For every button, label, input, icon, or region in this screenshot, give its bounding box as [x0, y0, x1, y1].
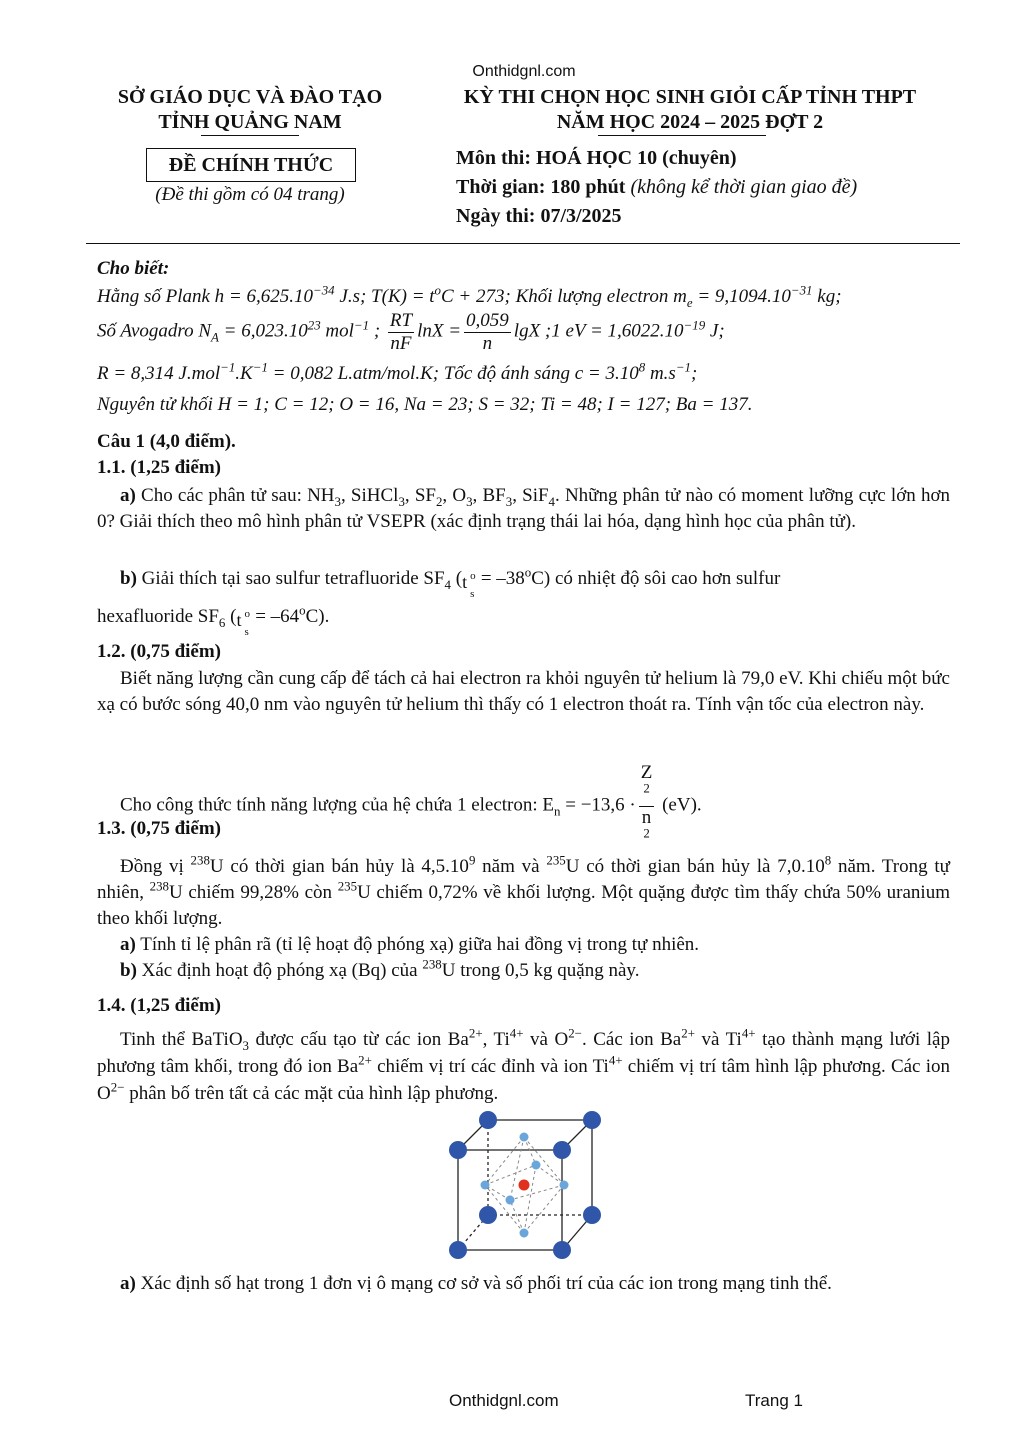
given-line-4: Nguyên tử khối H = 1; C = 12; O = 16, Na = 23; S = 32; Ti = 48; I = 127; Ba = 137. [97, 394, 753, 415]
section-1-3-title: 1.3. (0,75 điểm) [97, 818, 222, 839]
page-number: Trang 1 [745, 1391, 803, 1410]
pages-note: (Đề thi gồm có 04 trang) [155, 184, 345, 205]
ba-ion [583, 1206, 601, 1224]
o-ion [520, 1229, 529, 1238]
section-1-3-a: a) Tính tỉ lệ phân rã (tỉ lệ hoạt độ phóng xạ) giữa hai đồng vị trong tự nhiên. [120, 934, 700, 955]
section-1-1-b-line2: hexafluoride $SF_6$ ( t o s = $-64^oC$). [97, 602, 330, 638]
section-1-2-title: 1.2. (0,75 điểm) [97, 641, 222, 662]
section-1-4-text: Tinh thể BaTiO$_3$ được cấu tạo từ các ion $Ba^{2+}$, $Ti^{4+}$ và $O^{2-}$. Các ion $Ba^{2+}$ và $Ti^{4+}$ tạo thành mạng lưới lập phương tâm khối, trong đó ion $Ba^{2+}$ chiếm vị trí các đỉnh và ion $Ti^{4+}$ chiếm vị trí tâm hình lập phương. Các ion $O^{2-}$ phân bố trên tất cả các mặt của hình lập phương. [97, 1025, 950, 1104]
exam-title: KỲ THI CHỌN HỌC SINH GIỎI CẤP TỈNH THPT [463, 86, 917, 108]
boiling-temp-symbol-2: t o s [236, 607, 250, 638]
given-line-3: R = 8,314 $J.mol^{-1}.K^{-1} = 0,082$ L.atm/mol.K; Tốc độ ánh sáng $c = 3.10^8$ $m.s^{-1}$; [97, 359, 698, 384]
section-1-3-text: Đồng vị $^{238}$U có thời gian bán hủy là 4,5.10$^9$ năm và $^{235}$U có thời gian bán hủy là 7,0.10$^8$ năm. Trong tự nhiên, $^{238}$U chiếm 99,28% còn $^{235}$U chiếm 0,72% về khối lượng. Một quặng được tìm thấy chứa 50% uranium theo khối lượng. [97, 852, 950, 929]
footer-website: Onthidgnl.com [449, 1391, 559, 1410]
header-underline-right [598, 135, 766, 136]
ba-ion [553, 1241, 571, 1259]
o-ion [532, 1161, 541, 1170]
section-1-4-a: a) Xác định số hạt trong 1 đơn vị ô mạng cơ sở và số phối trí của các ion trong mạng tinh thể. [120, 1273, 832, 1294]
ba-ion [449, 1241, 467, 1259]
given-title: Cho biết: [97, 258, 170, 279]
section-1-2-text: Biết năng lượng cần cung cấp để tách cả hai electron ra khỏi nguyên tử helium là 79,0 eV. Khi chiếu một bức xạ có bước sóng 40,0 nm vào nguyên tử helium thì thấy có 1 electron thoát ra. Tính vận tốc của electron này. [97, 668, 950, 715]
ti-ion [519, 1180, 530, 1191]
subject: Môn thi: HOÁ HỌC 10 (chuyên) [456, 147, 737, 169]
o-ion [506, 1196, 515, 1205]
school-year: NĂM HỌC 2024 – 2025 ĐỢT 2 [556, 111, 824, 133]
o-ion [481, 1181, 490, 1190]
exam-time: Thời gian: 180 phút (không kể thời gian giao đề) [456, 176, 858, 198]
batio3-unit-cell-figure [440, 1105, 610, 1265]
o-ion [520, 1133, 529, 1142]
boiling-temp-symbol: t o s [462, 569, 476, 600]
section-1-2-formula: Cho công thức tính năng lượng của hệ chứa 1 electron: $E_n = -13,6$ · Z $^2$ n $^2$ (eV). [120, 762, 702, 850]
exam-date: Ngày thi: 07/3/2025 [456, 205, 622, 227]
section-1-4-title: 1.4. (1,25 điểm) [97, 995, 222, 1016]
ba-ion [479, 1111, 497, 1129]
given-line-2: Số Avogadro $N_A = 6,023.10^{23}$ mol$^{-1}$ ; $\frac{RT}{nF}$ lnX = $\frac{0,059}{n}$ lgX ;1 eV = $1,6022.10^{-19}$ J; [97, 310, 725, 354]
header-underline-left [201, 135, 299, 136]
fraction-z2-n2: Z $^2$ n $^2$ [640, 762, 653, 841]
fraction-0059-n: $\frac{0,059}{n}$ [466, 310, 509, 354]
section-1-1-a: a) Cho các phân tử sau: $NH_3$, SiHCl$_3$, $SF_2$, $O_3$, $BF_3$, SiF$_4$. Những phân tử nào có moment lưỡng cực lớn hơn 0? Giải thích theo mô hình phân tử VSEPR (xác định trạng thái lai hóa, dạng hình học của phân tử). [97, 485, 950, 532]
website-header: Onthidgnl.com [472, 63, 576, 80]
province-name: TỈNH QUẢNG NAM [158, 111, 342, 133]
section-1-1-b-line1: b) Giải thích tại sao sulfur tetrafluoride $SF_4$ ( t o s = $-38^oC$) có nhiệt độ sôi cao hơn sulfur [120, 564, 781, 600]
section-1-3-b: b) Xác định hoạt độ phóng xạ (Bq) của $^{238}$U trong 0,5 kg quặng này. [120, 956, 640, 981]
department-name: SỞ GIÁO DỤC VÀ ĐÀO TẠO [117, 86, 383, 108]
ba-ion [479, 1206, 497, 1224]
fraction-rt-nf: $\frac{RT}{nF}$ [389, 310, 413, 354]
header-divider [86, 243, 960, 244]
official-box: ĐỀ CHÍNH THỨC [146, 148, 356, 182]
o-ion [560, 1181, 569, 1190]
question-1-title: Câu 1 (4,0 điểm). [97, 431, 236, 452]
ba-ion [449, 1141, 467, 1159]
given-line-1: Hằng số Plank $h = 6,625.10^{-34}$ J.s; $T(K) = t^oC + 273$; Khối lượng electron $m_e = 9,1094.10^{-31}$ kg; [97, 282, 842, 310]
ba-ion [553, 1141, 571, 1159]
ba-ion [583, 1111, 601, 1129]
section-1-1-title: 1.1. (1,25 điểm) [97, 457, 222, 478]
